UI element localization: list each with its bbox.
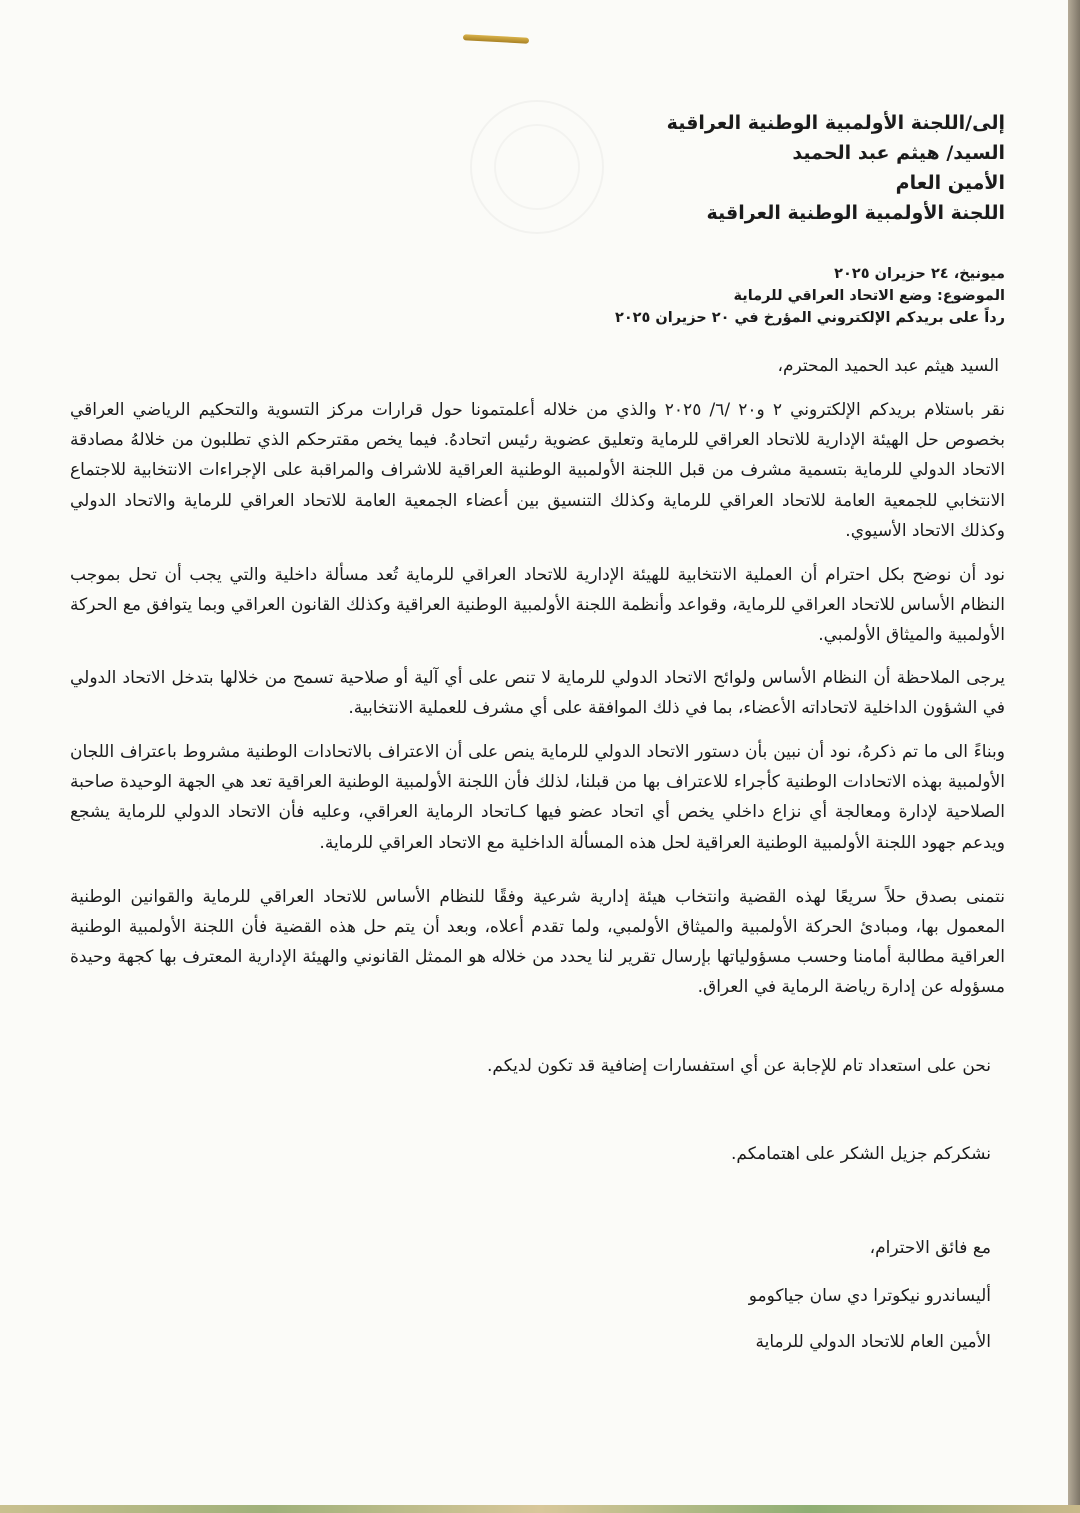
page-bottom-edge bbox=[0, 1505, 1080, 1513]
signoff-regards: مع فائق الاحترام، bbox=[869, 1237, 991, 1258]
letter-meta bbox=[70, 263, 1005, 329]
place-date: ميونيخ، ٢٤ حزيران ٢٠٢٥ bbox=[834, 266, 1005, 282]
thanks-line: نشكركم جزيل الشكر على اهتمامكم. bbox=[731, 1143, 991, 1164]
letter-body bbox=[70, 108, 1005, 1357]
recipient-block bbox=[70, 108, 1005, 228]
paragraph-1: نقر باستلام بريدكم الإلكتروني ٢ و٢٠ /٦/ ٢٠٢٥ والذي من خلاله أعلمتمونا حول قرارات مركز التسوية والتحكيم الرياضي العراقي بخصوص حل الهيئة الإدارية للاتحاد العراقي للرماية وتعليق عضوية رئيس اتحادهُ. فيما يخص مقترحكم الذي تطلبون من خلالهُ مصادقة الاتحاد الدولي للرماية بتسمية مشرف من قبل اللجنة الأولمبية الوطنية العراقية للاشراف والمراقبة على الإجراءات الانتخابية للاجتماع الانتخابي للجمعية العامة للاتحاد العراقي للرماية وكذلك التنسيق بين أعضاء الجمعية العامة للاتحاد العراقي للرماية والاتحاد الدولي وكذلك الاتحاد الأسيوي. bbox=[70, 400, 1005, 541]
signatory-name: أليساندرو نيكوترا دي سان جياكومو bbox=[748, 1285, 991, 1306]
paragraph-2: نود أن نوضح بكل احترام أن العملية الانتخابية للهيئة الإدارية للاتحاد العراقي للرماية تُعد مسألة داخلية والتي يجب أن تحل بموجب النظام الأساس للاتحاد العراقي للرماية، وقواعد وأنظمة اللجنة الأولمبية الوطنية العراقية وكذلك القانون العراقي وبما يتوافق مع الحركة الأولمبية والميثاق الأولمبي. bbox=[70, 565, 1005, 646]
page-edge bbox=[1068, 0, 1080, 1513]
paragraph-4: وبناءً الى ما تم ذكرهُ، نود أن نبين بأن دستور الاتحاد الدولي للرماية ينص على أن الاعتراف بالاتحادات الوطنية مشروط باعتراف اللجان الأولمبية بهذه الاتحادات الوطنية كأجراء للاعتراف بها من قبلنا، لذلك فأن اللجنة الأولمبية الوطنية العراقية تعد هي الجهة الوحيدة صاحبة الصلاحية لإدارة ومعالجة أي نزاع داخلي يخص أي اتحاد عضو فيها كـاتحاد الرماية العراقي، وعليه فأن الاتحاد الدولي للرماية يشجع ويدعم جهود اللجنة الأولمبية الوطنية العراقية لحل هذه المسألة الداخلية مع الاتحاد العراقي للرماية. bbox=[70, 742, 1005, 853]
recipient-line-1: إلى/اللجنة الأولمبية الوطنية العراقية bbox=[666, 112, 1005, 134]
recipient-line-4: اللجنة الأولمبية الوطنية العراقية bbox=[706, 202, 1005, 224]
subject-line: الموضوع: وضع الاتحاد العراقي للرماية bbox=[733, 288, 1005, 304]
reference-line: رداً على بريدكم الإلكتروني المؤرخ في ٢٠ حزيران ٢٠٢٥ bbox=[614, 310, 1005, 326]
salutation: السيد هيثم عبد الحميد المحترم، bbox=[777, 356, 999, 376]
availability-line: نحن على استعداد تام للإجابة عن أي استفسارات إضافية قد تكون لديكم. bbox=[486, 1055, 991, 1076]
paragraph-5: نتمنى بصدق حلاً سريعًا لهذه القضية وانتخاب هيئة إدارية شرعية وفقًا للنظام الأساس للاتحاد العراقي للرماية والقوانين الوطنية المعمول بها، ومبادئ الحركة الأولمبية والميثاق الأولمبي، ولما تقدم أعلاه، وبعد أن يتم حل هذه القضية فأن اللجنة الأولمبية الوطنية العراقية مطالبة أمامنا وحسب مسؤولياتها بإرسال تقرير لنا يحدد من خلاله هو الممثل القانوني والهيئة الإدارية المعترف بها كجهة وحيدة مسؤوله عن إدارة رياضة الرماية في العراق. bbox=[70, 886, 1005, 998]
paragraph-3: يرجى الملاحظة أن النظام الأساس ولوائح الاتحاد الدولي للرماية لا تنص على أي آلية أو صلاحية تسمح من خلالها بتدخل الاتحاد الدولي في الشؤون الداخلية لاتحاداته الأعضاء، بما في ذلك الموافقة على أي مشرف للعملية الانتخابية. bbox=[70, 667, 1005, 718]
recipient-line-3: الأمين العام bbox=[895, 172, 1005, 194]
recipient-line-2: السيد/ هيثم عبد الحميد bbox=[792, 142, 1005, 164]
signatory-title: الأمين العام للاتحاد الدولي للرماية bbox=[755, 1331, 991, 1352]
staple bbox=[463, 34, 529, 43]
